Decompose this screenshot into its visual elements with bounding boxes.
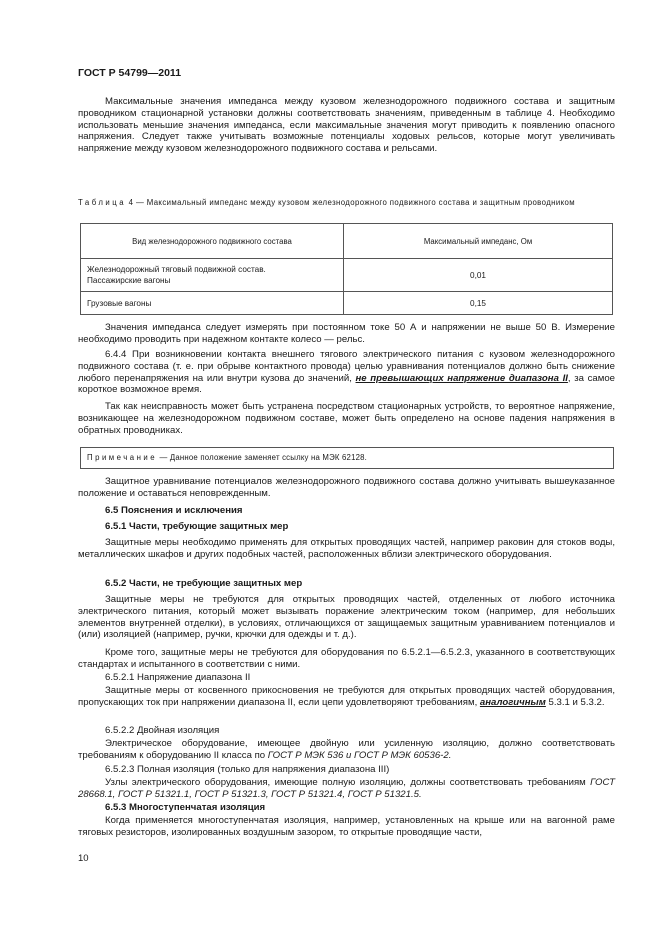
table-cell-type-line2: Пассажирские вагоны xyxy=(87,276,171,285)
fault-paragraph: Так как неисправность может быть устранена посредством стационарных устройств, то вероятное напряжение, возникающее на железнодорожном подвижном составе, может быть определено на основе падения напряжения в обратных проводниках. xyxy=(78,401,615,436)
section-6-5-2-1-text xyxy=(78,685,615,709)
section-6-5-2-1-heading: 6.5.2.1 Напряжение диапазона II xyxy=(105,672,251,683)
section-6-5-2-1-body: Защитные меры от косвенного прикосновения не требуются для открытых проводящих частей оборудования, пропускающих ток при напряжении диапазона II, если цепи удовлетворяют требованиям, xyxy=(78,685,615,708)
table-caption-word: Таблица xyxy=(78,198,127,207)
section-6-5-2-2-text xyxy=(78,738,615,762)
impedance-table xyxy=(80,223,613,315)
measure-paragraph: Значения импеданса следует измерять при постоянном токе 50 А и напряжении не выше 50 В. Измерение необходимо проводить при надежном контакте колесо — рельс. xyxy=(78,322,615,345)
section-6-5-2-heading: 6.5.2 Части, не требующие защитных мер xyxy=(105,578,303,589)
section-6-5-2-3-reference: ГОСТ 28668.1, ГОСТ Р 51321.1, ГОСТ Р 51321.3, ГОСТ Р 51321.4, ГОСТ Р 51321.5. xyxy=(78,777,615,800)
table-cell-type-line1: Железнодорожный тяговый подвижной состав. xyxy=(87,265,266,274)
section-6-5-2-text: Защитные меры не требуются для открытых проводящих частей, отделенных от любого источника электрического питания, который может вызывать поражение электрическим током (например, для небольших элементов внутренней отделки), в условиях, отличающихся от защищаемых защитным уравниванием потенциалов и (или) изоляцией (например, ручки, крючки для одежды и т. д.). xyxy=(78,594,615,641)
table-header-type: Вид железнодорожного подвижного состава xyxy=(81,224,344,259)
table-cell-value: 0,15 xyxy=(344,292,613,315)
section-6-5-3-heading: 6.5.3 Многоступенчатая изоляция xyxy=(105,802,266,813)
note-text: — Данное положение заменяет ссылку на МЭК 62128. xyxy=(157,453,368,462)
document-header: ГОСТ Р 54799—2011 xyxy=(78,67,182,79)
table-header-impedance: Максимальный импеданс, Ом xyxy=(344,224,613,259)
section-6-5-heading: 6.5 Пояснения и исключения xyxy=(105,505,243,516)
intro-paragraph: Максимальные значения импеданса между кузовом железнодорожного подвижного состава и защитным проводником стационарной установки должны соответствовать значениям, приведенным в таблице 4. Необходимо использовать меньшие значения импеданса, если максимальные значения могут приводить к появлению опасного напряжения. Следует также учитывать возможные потенциалы ходовых рельсов, которые могут увеличивать напряжение между кузовом железнодорожного подвижного состава и рельсами. xyxy=(78,96,615,155)
table-header-row xyxy=(81,224,613,259)
clause-6-4-4-text-end: , за самое короткое возможное время. xyxy=(78,372,615,396)
section-6-5-2-1-emphasis: аналогичным xyxy=(479,696,546,708)
clause-6-4-4-text: 6.4.4 При возникновении контакта внешнего тягового электрического питания с кузовом железнодорожного подвижного состава (т. е. при обрыве контактного провода) целью уравнивания потенциалов должно быть снижение любого перенапряжения на или внутри кузова до значений, xyxy=(78,349,615,384)
table-caption xyxy=(78,198,615,208)
clause-6-4-4 xyxy=(78,349,615,396)
table-caption-text: 4 — Максимальный импеданс между кузовом железнодорожного подвижного состава и защитным проводником xyxy=(126,198,576,207)
section-6-5-2-extra: Кроме того, защитные меры не требуются для оборудования по 6.5.2.1—6.5.2.3, указанного в соответствующих стандартах и испытанного в соответствии с ними. xyxy=(78,647,615,670)
section-6-5-2-3-heading: 6.5.2.3 Полная изоляция (только для напряжения диапазона III) xyxy=(105,764,390,775)
table-cell-type xyxy=(81,259,344,292)
protect-paragraph: Защитное уравнивание потенциалов железнодорожного подвижного состава должно учитывать вышеуказанное положение и оставаться неповрежденным. xyxy=(78,476,615,499)
section-6-5-2-2-heading: 6.5.2.2 Двойная изоляция xyxy=(105,725,220,736)
table-row xyxy=(81,259,613,292)
section-6-5-2-3-body: Узлы электрического оборудования, имеющие полную изоляцию, должны соответствовать требованиям xyxy=(105,777,591,788)
note-label: Примечание xyxy=(87,453,158,462)
clause-6-4-4-emphasis: не превышающих напряжение диапазона II xyxy=(355,372,568,384)
section-6-5-2-2-body: Электрическое оборудование, имеющее двойную или усиленную изоляцию, должно соответствовать требованиям к оборудованию II класса по xyxy=(78,738,615,761)
table-row xyxy=(81,292,613,315)
page-number: 10 xyxy=(78,853,89,864)
note-box xyxy=(80,447,614,469)
section-6-5-2-1-tail: 5.3.1 и 5.3.2. xyxy=(545,696,605,708)
section-6-5-1-heading: 6.5.1 Части, требующие защитных мер xyxy=(105,521,289,532)
section-6-5-1-text: Защитные меры необходимо применять для открытых проводящих частей, например раковин для стоков воды, металлических шкафов и других подобных частей, расположенных вблизи электрического оборудования. xyxy=(78,537,615,560)
section-6-5-2-3-text xyxy=(78,777,615,801)
table-cell-value: 0,01 xyxy=(344,259,613,292)
section-6-5-2-2-reference: ГОСТ Р МЭК 536 и ГОСТ Р МЭК 60536-2. xyxy=(267,749,452,761)
table-cell-type: Грузовые вагоны xyxy=(81,292,344,315)
section-6-5-3-text: Когда применяется многоступенчатая изоляция, например, установленных на крыше или на вагонной раме тяговых резисторов, изолированных воздушным зазором, то открытые проводящие части, xyxy=(78,815,615,838)
